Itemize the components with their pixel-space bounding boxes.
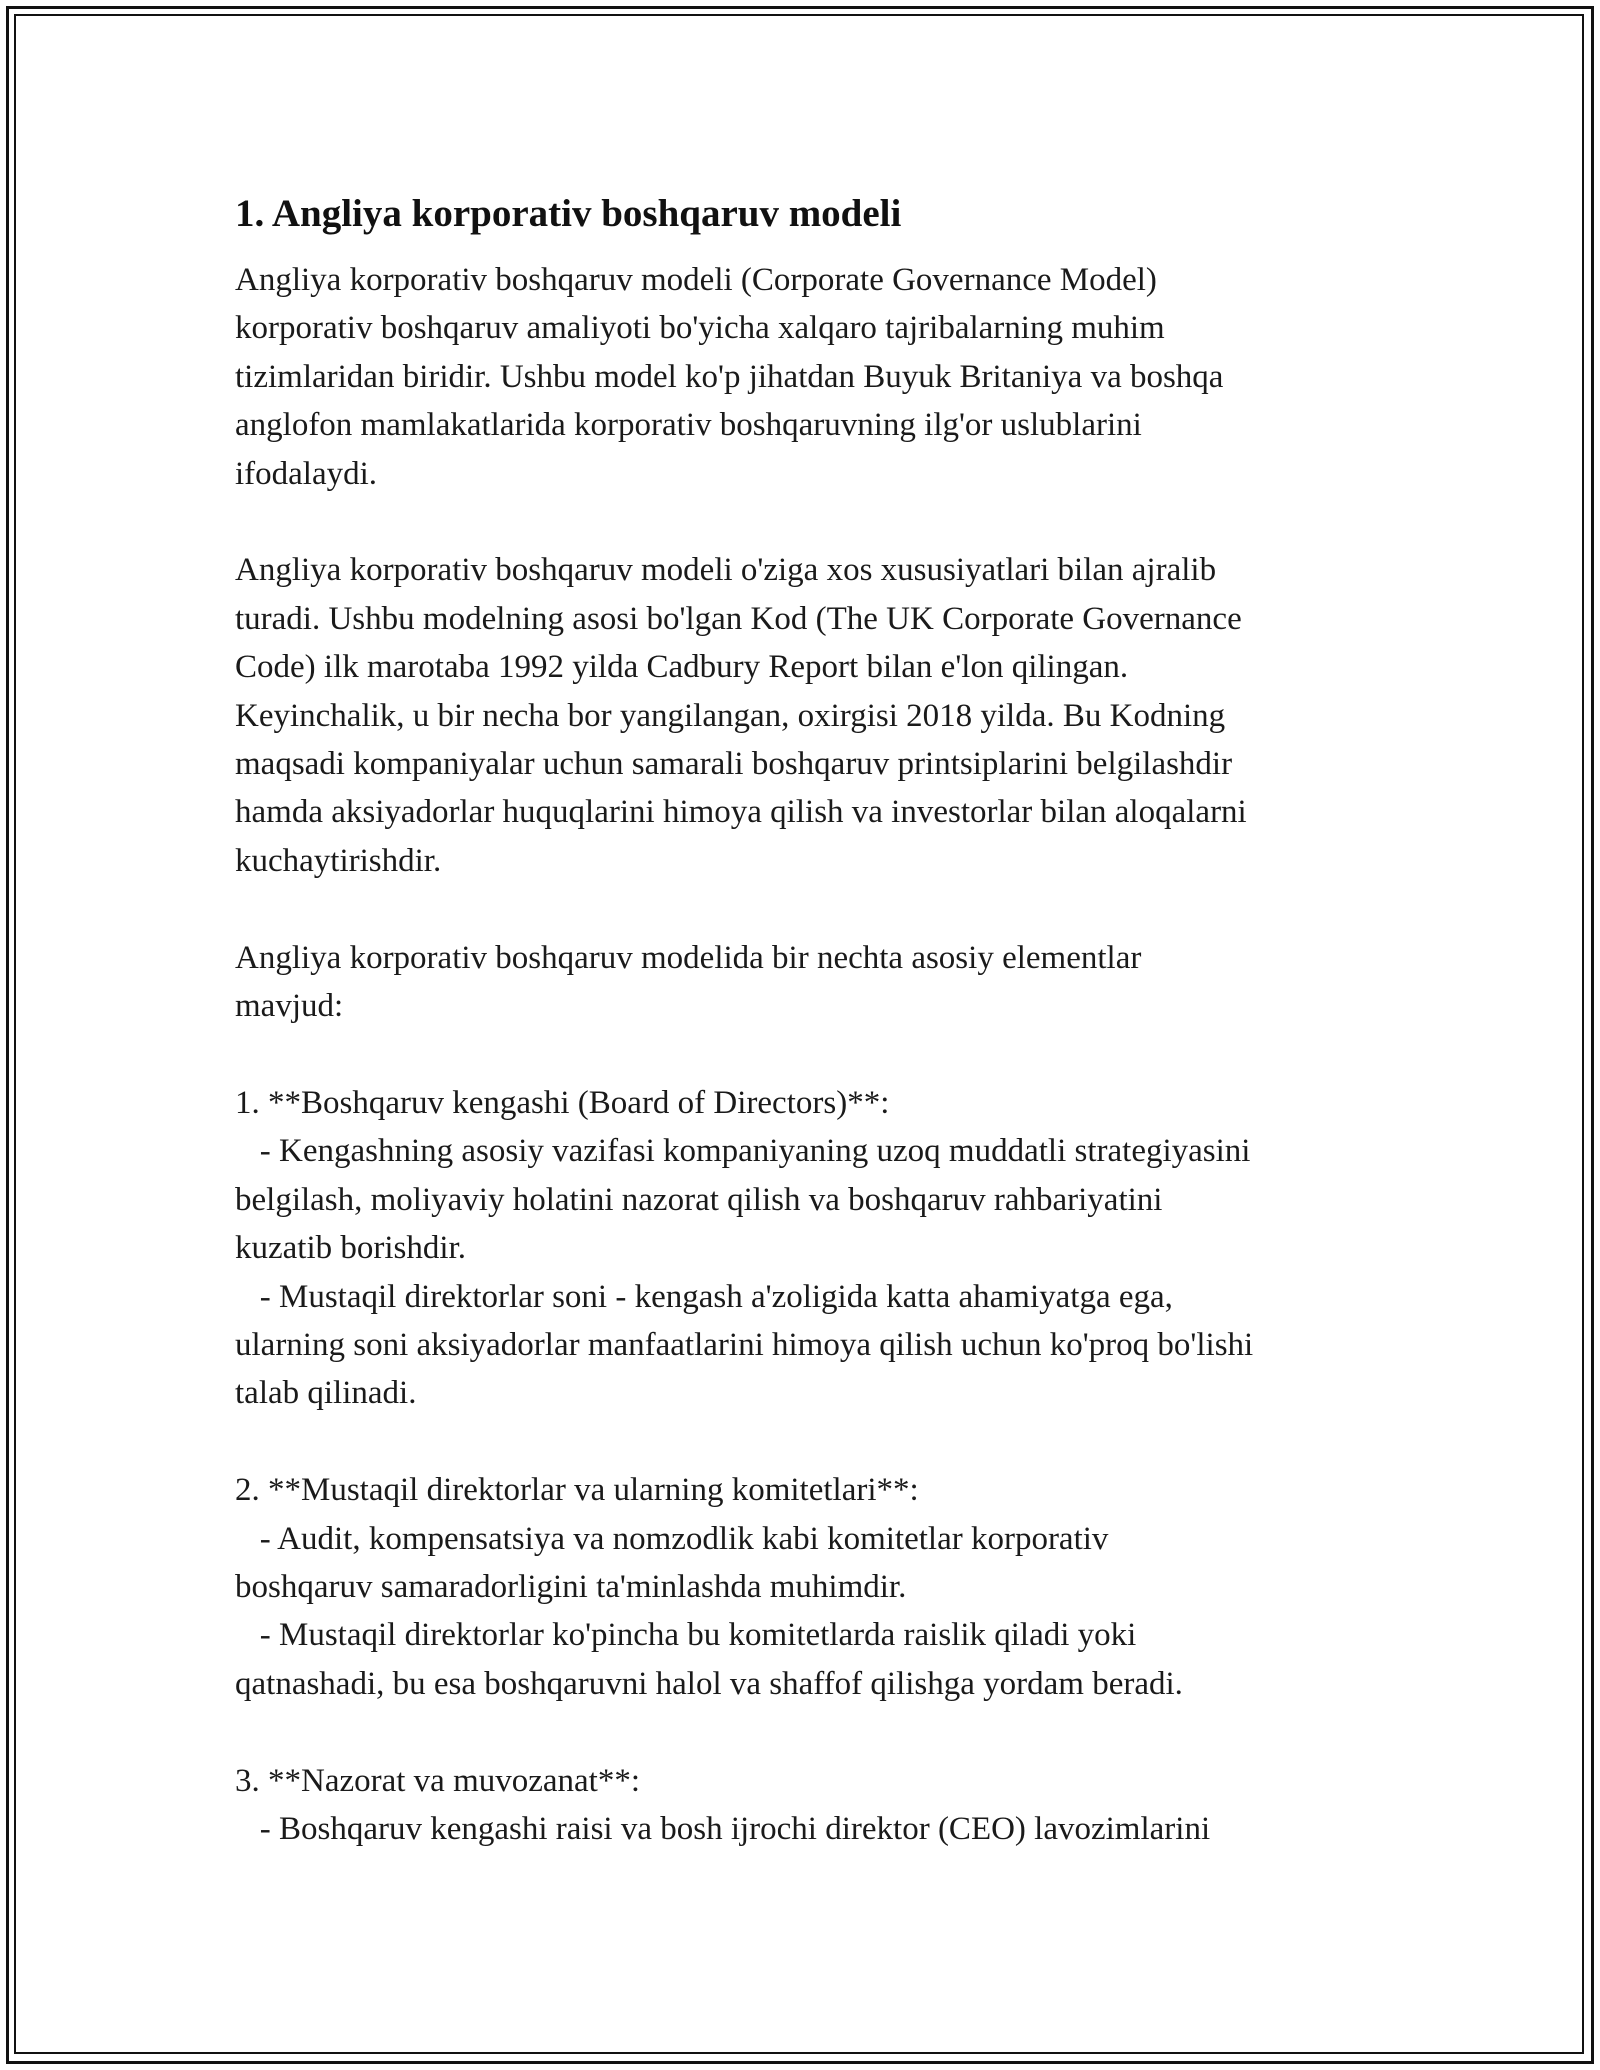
document-body-text: Angliya korporativ boshqaruv modeli (Corporate Governance Model) korporativ boshqaruv amaliyoti bo'yicha xalqaro tajribalarning muhim tizimlaridan biridir. Ushbu model ko'p jihatdan Buyuk Britaniya va boshqa anglofon mamlakatlarida korporativ boshqaruvning ilg'or uslublarini ifodalaydi. Angliya korporativ boshqaruv modeli o'ziga xos xususiyatlari bilan ajralib turadi. Ushbu modelning asosi bo'lgan Kod (The UK Corporate Governance Code) ilk marotaba 1992 yilda Cadbury Report bilan e'lon qilingan. Keyinchalik, u bir necha bor yangilangan, oxirgisi 2018 yilda. Bu Kodning maqsadi kompaniyalar uchun samarali boshqaruv printsiplarini belgilashdir hamda aksiyadorlar huquqlarini himoya qilish va investorlar bilan aloqalarni kuchaytirishdir. Angliya korporativ boshqaruv modelida bir nechta asosiy elementlar mavjud: 1. **Boshqaruv kengashi (Board of Directors)**: - Kengashning asosiy vazifasi kompaniyaning uzoq muddatli strategiyasini belgilash, moliyaviy holatini nazorat qilish va boshqaruv rahbariyatini kuzatib borishdir. - Mustaqil direktorlar soni - kengash a'zoligida katta ahamiyatga ega, ularning soni aksiyadorlar manfaatlarini himoya qilish uchun ko'proq bo'lishi talab qilinadi. 2. **Mustaqil direktorlar va ularning komitetlari**: - Audit, kompensatsiya va nomzodlik kabi komitetlar korporativ boshqaruv samaradorligini ta'minlashda muhimdir. - Mustaqil direktorlar ko'pincha bu komitetlarda raislik qiladi yoki qatnashadi, bu esa boshqaruvni halol va shaffof qilishga yordam beradi. 3. **Nazorat va muvozanat**: - Boshqaruv kengashi raisi va bosh ijrochi direktor (CEO) lavozimlarini xyxy=(235,262,1254,1847)
document-content xyxy=(235,188,1375,1853)
section-heading: 1. Angliya korporativ boshqaruv modeli xyxy=(235,192,902,235)
